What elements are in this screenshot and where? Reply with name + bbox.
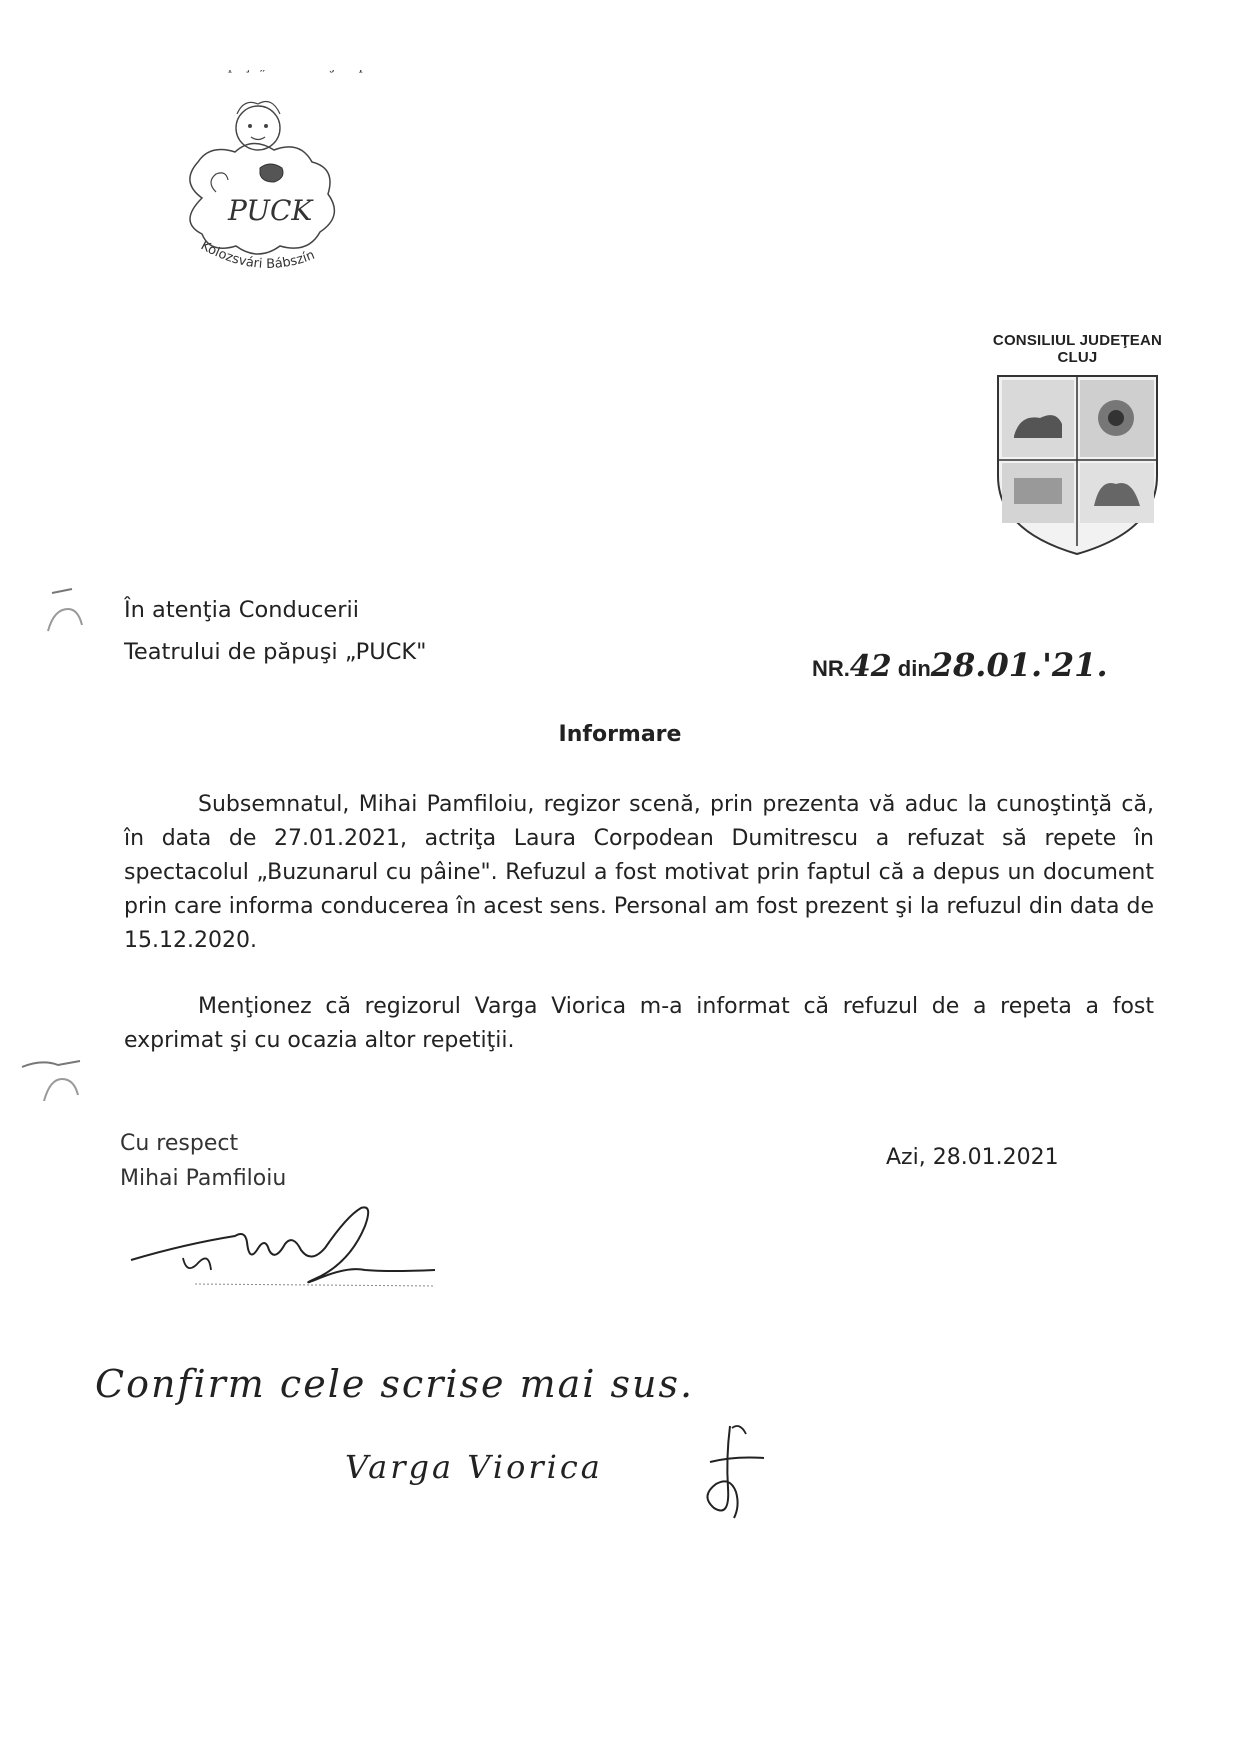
registration-date: 28.01.'21. (930, 646, 1108, 684)
closing-salutation: Cu respect (120, 1131, 239, 1156)
closing-name: Mihai Pamfiloiu (120, 1166, 287, 1191)
recipient-line1: În atenţia Conducerii (124, 597, 360, 623)
signature-icon (125, 1200, 445, 1295)
margin-punch-mark (38, 585, 88, 635)
handwritten-name: Varga Viorica (345, 1448, 603, 1486)
crest-caption-line1: CONSILIUL JUDEŢEAN (992, 332, 1163, 349)
coat-of-arms-icon (990, 366, 1165, 556)
logo-arc-bottom: Kolozsvári Bábszín (198, 238, 317, 272)
handwritten-confirmation: Confirm cele scrise mai sus. (95, 1362, 695, 1406)
recipient-line2: Teatrului de păpuşi „PUCK" (124, 639, 427, 665)
margin-punch-mark (18, 1055, 68, 1105)
din-label: din (897, 656, 931, 681)
crest-caption-line2: CLUJ (1057, 349, 1098, 366)
county-council-crest (990, 332, 1165, 562)
body-paragraph-2: Menţionez că regizorul Varga Viorica m-a informat că refuzul de a repeta a fost exprimat şi cu ocazia altor repetiţii. (124, 994, 1154, 1053)
body-paragraph-1: Subsemnatul, Mihai Pamfiloiu, regizor scenă, prin prezenta vă aduc la cunoştinţă că, în data de 27.01.2021, actriţa Laura Corpodean Dumitrescu a refuzat să repete în spectacolul „Buzunarul cu pâine". Refuzul a fost motivat prin faptul că a depus un document prin care informa conducerea în acest sens. Personal am fost prezent şi la refuzul din data de 15.12.2020. (124, 792, 1154, 953)
puck-logo-icon (140, 70, 400, 305)
logo-arc-top (140, 70, 390, 74)
closing-date: Azi, 28.01.2021 (886, 1145, 1059, 1170)
handwritten-signature-varga (690, 1418, 770, 1528)
theatre-logo (140, 70, 400, 305)
registration-number (812, 646, 1108, 684)
signature-mihai-pamfiloiu (125, 1200, 445, 1295)
signature-icon (690, 1418, 770, 1528)
nr-value: 42 (849, 649, 892, 684)
nr-label: NR. (812, 656, 850, 681)
logo-center-text: PUCK (228, 194, 313, 227)
document-title: Informare (558, 722, 682, 747)
